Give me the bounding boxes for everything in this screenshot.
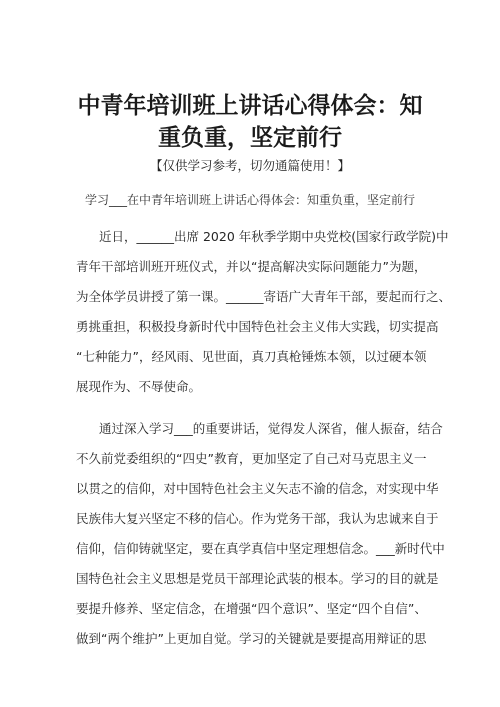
- document-title-line-2: 重负重，坚定前行: [158, 125, 342, 151]
- paragraph-2-line: 国特色社会主义思想是党员干部理论武装的根本。学习的目的就是: [76, 571, 439, 586]
- paragraph-1-line: “七种能力”，经风雨、见世面，真刀真枪锤炼本领，以过硬本领: [76, 349, 427, 364]
- paragraph-1-line: 近日，______出席 2020 年秋季学期中央党校(国家行政学院)中: [99, 229, 449, 244]
- paragraph-1-line: 为全体学员讲授了第一课。______寄语广大青年干部，要起而行之、: [76, 289, 452, 304]
- paragraph-2-line: 以贯之的信仰，对中国特色社会主义矢志不渝的信念，对实现中华: [76, 481, 439, 496]
- paragraph-2-line: 信仰，信仰铸就坚定，要在真学真信中坚定理想信念。___新时代中: [76, 541, 445, 556]
- paragraph-2-line: 民族伟大复兴坚定不移的信心。作为党务干部，我认为忠诚来自于: [76, 511, 439, 526]
- paragraph-1-line: 勇挑重担，积极投身新时代中国特色社会主义伟大实践，切实提高: [76, 319, 439, 334]
- paragraph-1-line: 展现作为、不辱使命。: [76, 379, 202, 394]
- document-subtitle: 学习___在中青年培训班上讲话心得体会：知重负重，坚定前行: [84, 193, 415, 207]
- paragraph-2-line: 不久前党委组织的“四史”教育，更加坚定了自己对马克思主义一: [76, 451, 427, 466]
- usage-notice: 【仅供学习参考，切勿通篇使用！】: [149, 158, 350, 173]
- document-title-line-1: 中青年培训班上讲话心得体会：知: [77, 93, 423, 119]
- paragraph-2-line: 要提升修养、坚定信念，在增强“四个意识”、坚定“四个自信”、: [76, 601, 427, 616]
- paragraph-1-line: 青年干部培训班开班仪式，并以“提高解决实际问题能力”为题，: [76, 259, 427, 274]
- paragraph-2-line: 通过深入学习___的重要讲话，觉得发人深省，催人振奋，结合: [99, 421, 443, 436]
- paragraph-2-line: 做到“两个维护”上更加自觉。学习的关键就是要提高用辩证的思: [76, 631, 427, 646]
